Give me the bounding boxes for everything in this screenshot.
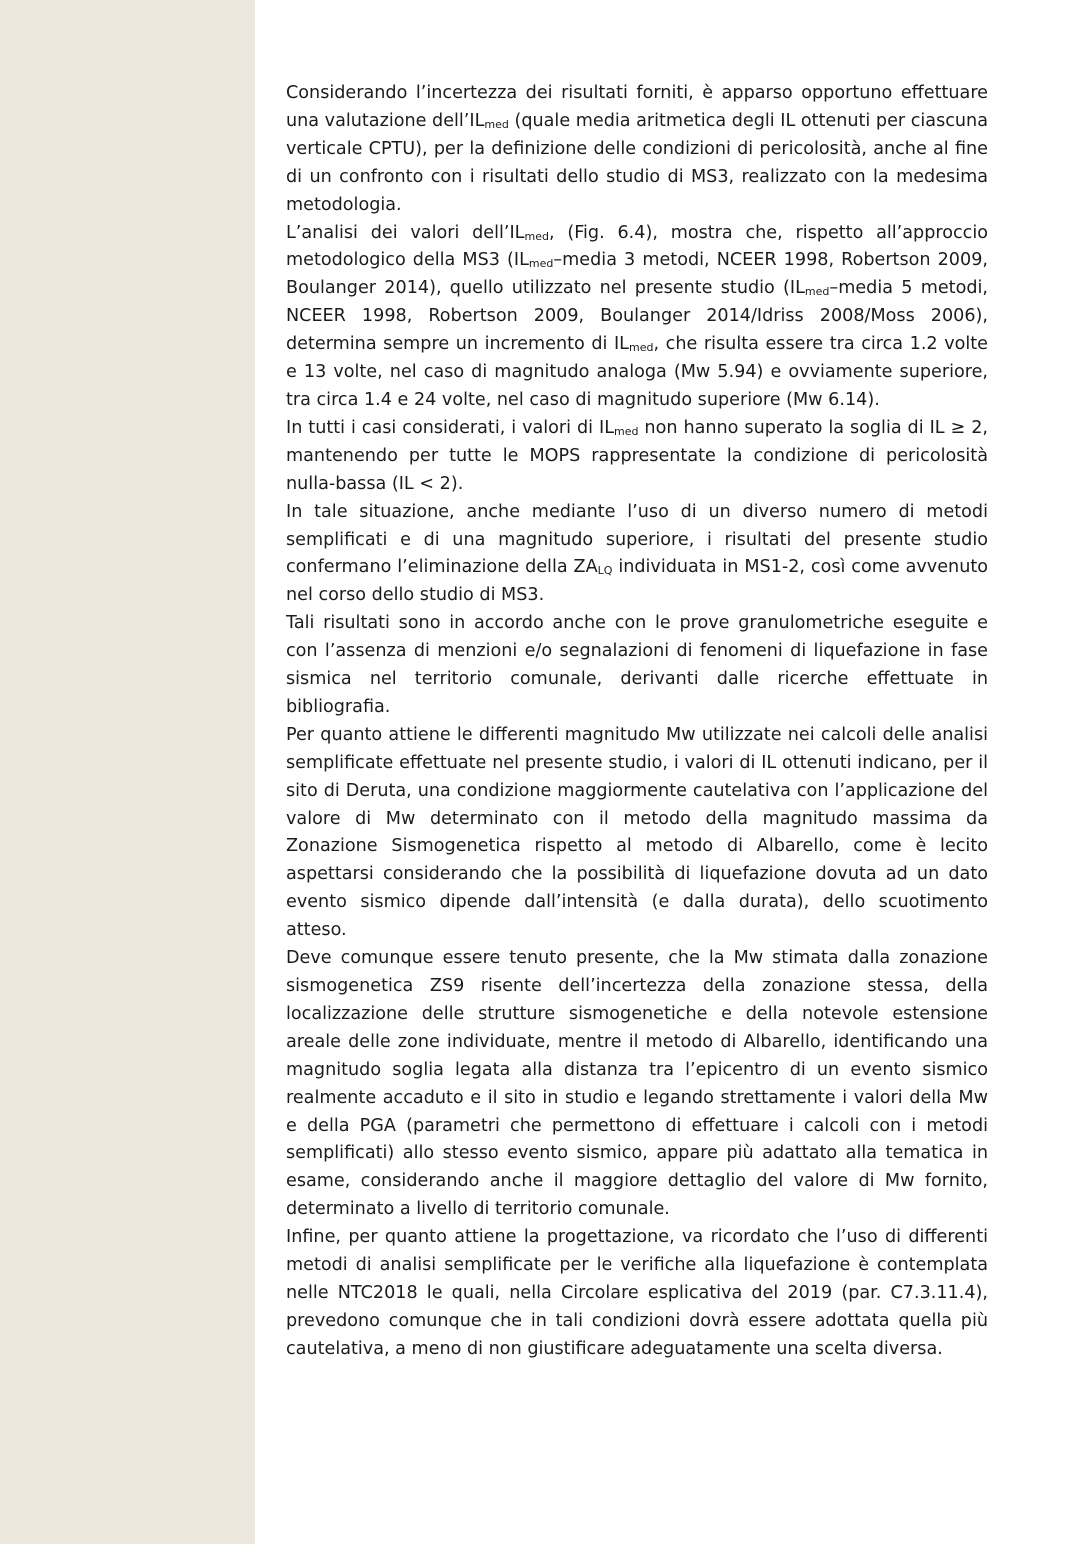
paragraph-ilmed-analysis: [286, 220, 988, 415]
paragraph-threshold: [286, 415, 988, 499]
subscript-med: med: [528, 257, 554, 271]
subscript-med: med: [484, 117, 509, 131]
text-run: –media 5 metodi, NCEER 1998, Robertson 2009, Boulanger 2014/Idriss 2008/Moss 2006), determina sempre un incremento di IL: [286, 278, 988, 355]
paragraph-zalq-elimination: [286, 499, 988, 611]
subscript-lq: LQ: [597, 564, 613, 578]
subscript-med: med: [614, 424, 639, 438]
paragraph-granulometric-agreement: [286, 610, 988, 722]
subscript-med: med: [524, 229, 549, 243]
text-run: In tale situazione, anche mediante l’uso di un diverso numero di metodi semplificati e di una magnitudo superiore, i risultati del presente studio confermano l’eliminazione della ZA: [286, 501, 988, 578]
subscript-med: med: [629, 341, 654, 355]
text-run: Considerando l’incertezza dei risultati forniti, è apparso opportuno effettuare una valutazione dell’IL: [286, 83, 988, 131]
text-run: (quale media aritmetica degli IL ottenuti per ciascuna verticale CPTU), per la definizione delle condizioni di pericolosità, anche al fine di un confronto con i risultati dello studio di MS3, realizzato con la medesima metodologia.: [286, 110, 988, 215]
text-run: L’analisi dei valori dell’IL: [286, 222, 525, 243]
paragraph-design-ntc2018: [286, 1224, 988, 1364]
text-run: Per quanto attiene le differenti magnitudo Mw utilizzate nei calcoli delle analisi semplificate effettuate nel presente studio, i valori di IL ottenuti indicano, per il sito di Deruta, una condizione maggiormente cautelativa con l’applicazione del valore di Mw determinato con il metodo della magnitudo massima da Zonazione Sismogenetica rispetto al metodo di Albarello, come è lecito aspettarsi considerando che la possibilità di liquefazione dovuta ad un dato evento sismico dipende dall’intensità (e dalla durata), dello scuotimento atteso.: [286, 724, 988, 941]
paragraph-ilmed-evaluation: [286, 80, 988, 220]
text-run: non hanno superato la soglia di IL ≥ 2, mantenendo per tutte le MOPS rappresentate la condizione di pericolosità nulla-bassa (IL < 2).: [286, 417, 988, 494]
paragraph-magnitudo-comparison: [286, 722, 988, 945]
paragraph-zs9-uncertainty: [286, 945, 988, 1224]
text-run: , che risulta essere tra circa 1.2 volte e 13 volte, nel caso di magnitudo analoga (Mw 5.94) e ovviamente superiore, tra circa 1.4 e 24 volte, nel caso di magnitudo superiore (Mw 6.14).: [286, 334, 988, 410]
text-run: Infine, per quanto attiene la progettazione, va ricordato che l’uso di differenti metodi di analisi semplificate per le verifiche alla liquefazione è contemplata nelle NTC2018 le quali, nella Circolare esplicativa del 2019 (par. C7.3.11.4), prevedono comunque che in tali condizioni dovrà essere adottata quella più cautelativa, a meno di non giustificare adeguatamente una scelta diversa.: [286, 1227, 988, 1359]
text-run: Tali risultati sono in accordo anche con le prove granulometriche eseguite e con l’assenza di menzioni e/o segnalazioni di fenomeni di liquefazione in fase sismica nel territorio comunale, derivanti dalle ricerche effettuate in bibliografia.: [286, 613, 988, 717]
text-run: , (Fig. 6.4), mostra che, rispetto all’approccio metodologico della MS3 (IL: [286, 222, 988, 271]
text-run: individuata in MS1-2, così come avvenuto nel corso dello studio di MS3.: [286, 557, 989, 606]
document-body: [286, 80, 988, 1364]
page-side-band: [0, 0, 255, 1544]
subscript-med: med: [804, 285, 830, 299]
text-run: –media 3 metodi, NCEER 1998, Robertson 2009, Boulanger 2014), quello utilizzato nel presente studio (IL: [286, 250, 988, 299]
text-run: In tutti i casi considerati, i valori di IL: [286, 417, 615, 438]
text-run: Deve comunque essere tenuto presente, che la Mw stimata dalla zonazione sismogenetica ZS9 risente dell’incertezza della zonazione stessa, della localizzazione delle strutture sismogenetiche e della notevole estensione areale delle zone individuate, mentre il metodo di Albarello, identificando una magnitudo soglia legata alla distanza tra l’epicentro di un evento sismico realmente accaduto e il sito in studio e legando strettamente i valori della Mw e della PGA (parametri che permettono di effettuare i calcoli con i metodi semplificati) allo stesso evento sismico, appare più adattato alla tematica in esame, considerando anche il maggiore dettaglio del valore di Mw fornito, determinato a livello di territorio comunale.: [286, 948, 988, 1220]
